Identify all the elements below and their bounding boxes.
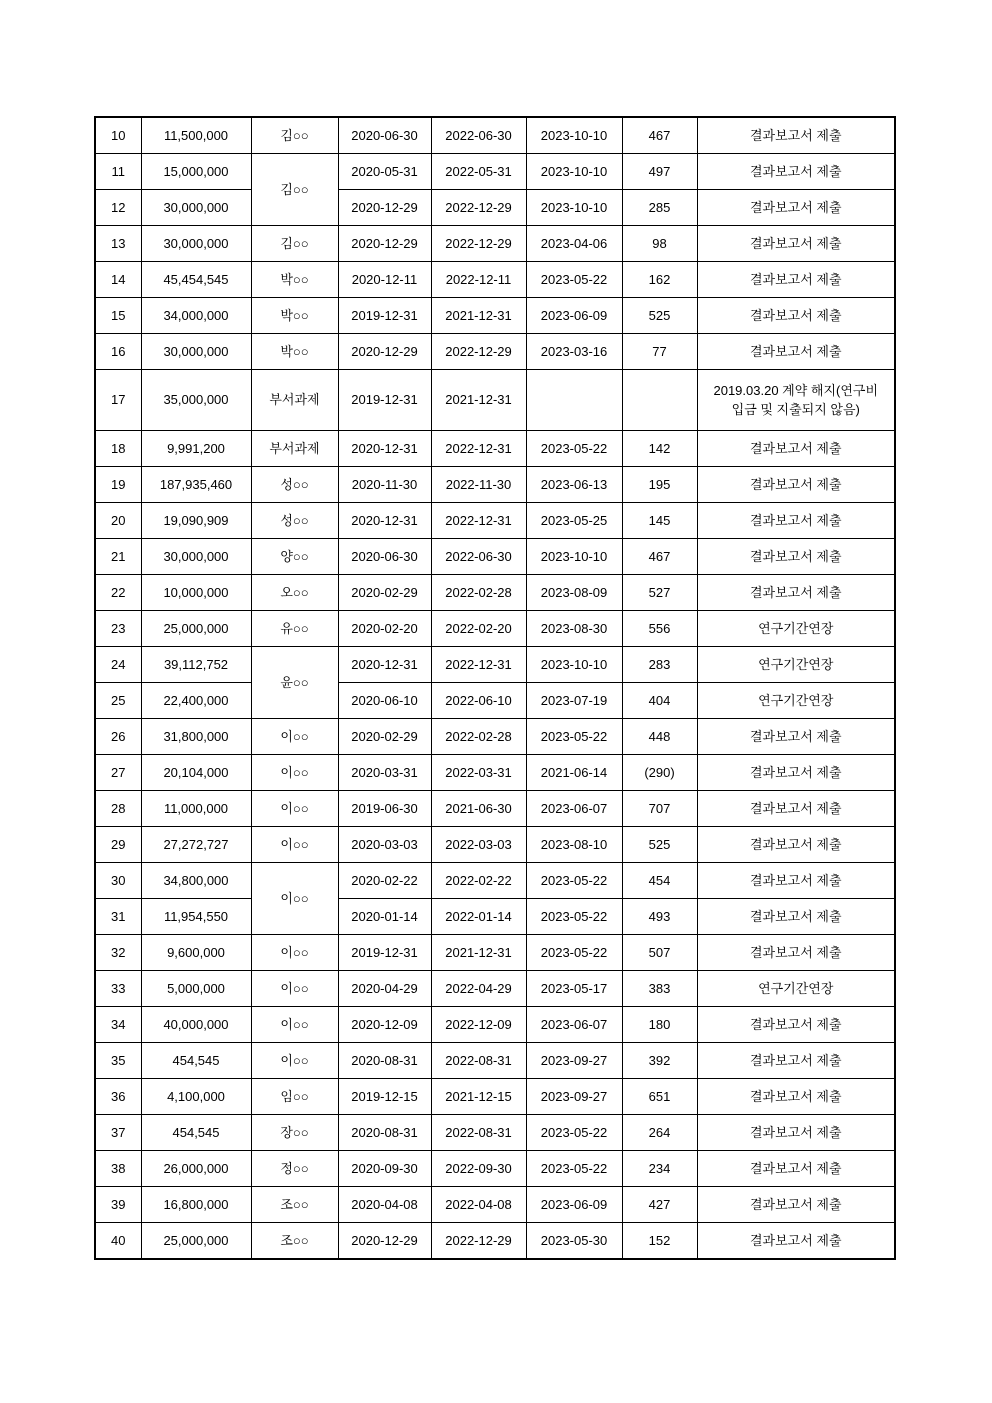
cell-name: 이○○: [251, 827, 338, 863]
table-row: [95, 431, 895, 467]
cell-amount: 30,000,000: [141, 190, 251, 226]
cell-submit-date: 2023-05-22: [526, 1115, 622, 1151]
cell-status: 결과보고서 제출: [697, 1007, 895, 1043]
cell-amount: 30,000,000: [141, 334, 251, 370]
cell-start-date: 2020-02-20: [338, 611, 431, 647]
cell-start-date: 2020-12-31: [338, 647, 431, 683]
cell-status: 결과보고서 제출: [697, 431, 895, 467]
cell-submit-date: 2023-08-09: [526, 575, 622, 611]
cell-name: 부서과제: [251, 431, 338, 467]
cell-status: 결과보고서 제출: [697, 1151, 895, 1187]
cell-status: 결과보고서 제출: [697, 539, 895, 575]
cell-no: 24: [95, 647, 141, 683]
cell-days: 234: [622, 1151, 697, 1187]
cell-submit-date: 2023-06-09: [526, 1187, 622, 1223]
cell-amount: 4,100,000: [141, 1079, 251, 1115]
cell-name: 김○○: [251, 226, 338, 262]
cell-amount: 11,954,550: [141, 899, 251, 935]
cell-end-date: 2022-11-30: [431, 467, 526, 503]
cell-no: 30: [95, 863, 141, 899]
cell-days: 497: [622, 154, 697, 190]
cell-end-date: 2022-12-29: [431, 334, 526, 370]
cell-days: 180: [622, 1007, 697, 1043]
cell-days: 556: [622, 611, 697, 647]
cell-days: 427: [622, 1187, 697, 1223]
cell-end-date: 2021-12-31: [431, 298, 526, 334]
cell-submit-date: 2023-10-10: [526, 154, 622, 190]
cell-start-date: 2020-11-30: [338, 467, 431, 503]
cell-submit-date: 2023-06-07: [526, 1007, 622, 1043]
cell-start-date: 2020-02-29: [338, 719, 431, 755]
cell-end-date: 2022-12-11: [431, 262, 526, 298]
cell-no: 16: [95, 334, 141, 370]
cell-status: 결과보고서 제출: [697, 1223, 895, 1260]
cell-end-date: 2022-03-03: [431, 827, 526, 863]
cell-submit-date: 2023-10-10: [526, 190, 622, 226]
cell-submit-date: 2021-06-14: [526, 755, 622, 791]
cell-amount: 40,000,000: [141, 1007, 251, 1043]
cell-days: 527: [622, 575, 697, 611]
cell-submit-date: 2023-05-22: [526, 262, 622, 298]
cell-no: 15: [95, 298, 141, 334]
cell-start-date: 2020-12-31: [338, 503, 431, 539]
cell-no: 37: [95, 1115, 141, 1151]
cell-name: 부서과제: [251, 370, 338, 431]
cell-status: 결과보고서 제출: [697, 1043, 895, 1079]
cell-start-date: 2020-03-03: [338, 827, 431, 863]
cell-days: 467: [622, 117, 697, 154]
cell-days: 448: [622, 719, 697, 755]
table-row: [95, 755, 895, 791]
cell-amount: 45,454,545: [141, 262, 251, 298]
cell-submit-date: 2023-05-22: [526, 719, 622, 755]
cell-amount: 11,000,000: [141, 791, 251, 827]
cell-status: 연구기간연장: [697, 971, 895, 1007]
cell-name: 성○○: [251, 467, 338, 503]
cell-amount: 27,272,727: [141, 827, 251, 863]
cell-start-date: 2020-01-14: [338, 899, 431, 935]
cell-end-date: 2022-06-10: [431, 683, 526, 719]
cell-status: 결과보고서 제출: [697, 719, 895, 755]
cell-end-date: 2022-09-30: [431, 1151, 526, 1187]
cell-status: 연구기간연장: [697, 647, 895, 683]
cell-submit-date: 2023-10-10: [526, 117, 622, 154]
cell-status: 결과보고서 제출: [697, 226, 895, 262]
cell-no: 36: [95, 1079, 141, 1115]
cell-amount: 10,000,000: [141, 575, 251, 611]
research-fund-report-table: [94, 116, 896, 1260]
cell-name: 이○○: [251, 1043, 338, 1079]
cell-days: 285: [622, 190, 697, 226]
cell-submit-date: 2023-05-22: [526, 863, 622, 899]
cell-start-date: 2020-12-29: [338, 334, 431, 370]
cell-submit-date: 2023-05-22: [526, 935, 622, 971]
cell-name: 이○○: [251, 719, 338, 755]
cell-status: 결과보고서 제출: [697, 575, 895, 611]
cell-submit-date: 2023-04-06: [526, 226, 622, 262]
cell-days: 98: [622, 226, 697, 262]
cell-no: 12: [95, 190, 141, 226]
cell-start-date: 2019-12-31: [338, 370, 431, 431]
cell-status: 결과보고서 제출: [697, 899, 895, 935]
cell-days: 404: [622, 683, 697, 719]
cell-name: 윤○○: [251, 647, 338, 719]
cell-status: 결과보고서 제출: [697, 791, 895, 827]
cell-amount: 5,000,000: [141, 971, 251, 1007]
cell-submit-date: 2023-03-16: [526, 334, 622, 370]
cell-no: 22: [95, 575, 141, 611]
cell-end-date: 2022-12-29: [431, 190, 526, 226]
cell-submit-date: 2023-08-10: [526, 827, 622, 863]
cell-name: 성○○: [251, 503, 338, 539]
cell-amount: 187,935,460: [141, 467, 251, 503]
cell-end-date: 2022-06-30: [431, 117, 526, 154]
cell-name: 장○○: [251, 1115, 338, 1151]
cell-no: 31: [95, 899, 141, 935]
cell-amount: 30,000,000: [141, 226, 251, 262]
cell-start-date: 2020-12-09: [338, 1007, 431, 1043]
cell-submit-date: 2023-05-22: [526, 431, 622, 467]
cell-submit-date: 2023-06-13: [526, 467, 622, 503]
cell-no: 17: [95, 370, 141, 431]
cell-amount: 25,000,000: [141, 1223, 251, 1260]
table-row: [95, 611, 895, 647]
cell-amount: 25,000,000: [141, 611, 251, 647]
cell-status: 결과보고서 제출: [697, 863, 895, 899]
cell-amount: 11,500,000: [141, 117, 251, 154]
cell-end-date: 2022-02-20: [431, 611, 526, 647]
table-row: [95, 791, 895, 827]
cell-name: 박○○: [251, 298, 338, 334]
cell-end-date: 2021-12-15: [431, 1079, 526, 1115]
cell-no: 20: [95, 503, 141, 539]
cell-submit-date: 2023-10-10: [526, 647, 622, 683]
cell-name: 이○○: [251, 1007, 338, 1043]
cell-amount: 9,991,200: [141, 431, 251, 467]
cell-days: 493: [622, 899, 697, 935]
cell-submit-date: 2023-06-07: [526, 791, 622, 827]
cell-name: 이○○: [251, 935, 338, 971]
table-row: [95, 575, 895, 611]
cell-amount: 34,800,000: [141, 863, 251, 899]
table-row: [95, 683, 895, 719]
cell-end-date: 2022-12-31: [431, 431, 526, 467]
table-row: [95, 1043, 895, 1079]
cell-end-date: 2022-12-29: [431, 1223, 526, 1260]
cell-name: 이○○: [251, 791, 338, 827]
table-row: [95, 117, 895, 154]
cell-amount: 39,112,752: [141, 647, 251, 683]
table-row: [95, 190, 895, 226]
cell-start-date: 2020-12-11: [338, 262, 431, 298]
cell-start-date: 2019-12-31: [338, 298, 431, 334]
cell-end-date: 2022-01-14: [431, 899, 526, 935]
cell-start-date: 2020-06-10: [338, 683, 431, 719]
cell-days: 162: [622, 262, 697, 298]
cell-days: 195: [622, 467, 697, 503]
cell-days: 145: [622, 503, 697, 539]
cell-status: 결과보고서 제출: [697, 503, 895, 539]
cell-start-date: 2020-02-29: [338, 575, 431, 611]
cell-name: 조○○: [251, 1223, 338, 1260]
cell-end-date: 2022-04-29: [431, 971, 526, 1007]
cell-start-date: 2020-06-30: [338, 539, 431, 575]
table-row: [95, 719, 895, 755]
table-row: [95, 154, 895, 190]
cell-start-date: 2020-12-29: [338, 226, 431, 262]
cell-name: 유○○: [251, 611, 338, 647]
cell-start-date: 2020-08-31: [338, 1043, 431, 1079]
cell-days: 525: [622, 827, 697, 863]
cell-status: 연구기간연장: [697, 611, 895, 647]
table-row: [95, 863, 895, 899]
cell-amount: 22,400,000: [141, 683, 251, 719]
cell-start-date: 2020-05-31: [338, 154, 431, 190]
cell-end-date: 2022-08-31: [431, 1115, 526, 1151]
cell-days: 264: [622, 1115, 697, 1151]
cell-end-date: 2022-12-31: [431, 647, 526, 683]
cell-amount: 30,000,000: [141, 539, 251, 575]
table-row: [95, 935, 895, 971]
cell-submit-date: 2023-05-30: [526, 1223, 622, 1260]
cell-days: [622, 370, 697, 431]
cell-submit-date: 2023-09-27: [526, 1079, 622, 1115]
table-row: [95, 503, 895, 539]
cell-end-date: 2022-12-09: [431, 1007, 526, 1043]
cell-submit-date: 2023-10-10: [526, 539, 622, 575]
cell-status: 결과보고서 제출: [697, 1079, 895, 1115]
cell-no: 39: [95, 1187, 141, 1223]
cell-amount: 35,000,000: [141, 370, 251, 431]
cell-status: 결과보고서 제출: [697, 755, 895, 791]
cell-submit-date: [526, 370, 622, 431]
cell-name: 조○○: [251, 1187, 338, 1223]
cell-days: 392: [622, 1043, 697, 1079]
cell-days: 383: [622, 971, 697, 1007]
cell-no: 40: [95, 1223, 141, 1260]
cell-start-date: 2019-12-31: [338, 935, 431, 971]
cell-days: 142: [622, 431, 697, 467]
table-row: [95, 1187, 895, 1223]
cell-amount: 26,000,000: [141, 1151, 251, 1187]
table-row: [95, 1223, 895, 1260]
cell-status: 2019.03.20 계약 해지(연구비 입금 및 지출되지 않음): [697, 370, 895, 431]
cell-days: 283: [622, 647, 697, 683]
cell-end-date: 2022-08-31: [431, 1043, 526, 1079]
table-row: [95, 370, 895, 431]
report-table-body: [95, 117, 895, 1259]
cell-amount: 34,000,000: [141, 298, 251, 334]
cell-submit-date: 2023-06-09: [526, 298, 622, 334]
cell-status: 결과보고서 제출: [697, 298, 895, 334]
cell-status: 결과보고서 제출: [697, 154, 895, 190]
cell-no: 27: [95, 755, 141, 791]
cell-amount: 16,800,000: [141, 1187, 251, 1223]
cell-no: 28: [95, 791, 141, 827]
cell-end-date: 2022-06-30: [431, 539, 526, 575]
cell-no: 38: [95, 1151, 141, 1187]
cell-amount: 454,545: [141, 1043, 251, 1079]
cell-start-date: 2020-09-30: [338, 1151, 431, 1187]
cell-status: 결과보고서 제출: [697, 1115, 895, 1151]
cell-start-date: 2020-04-29: [338, 971, 431, 1007]
cell-days: 454: [622, 863, 697, 899]
cell-submit-date: 2023-05-17: [526, 971, 622, 1007]
cell-end-date: 2021-06-30: [431, 791, 526, 827]
table-row: [95, 467, 895, 503]
cell-no: 14: [95, 262, 141, 298]
cell-submit-date: 2023-08-30: [526, 611, 622, 647]
cell-no: 23: [95, 611, 141, 647]
cell-name: 임○○: [251, 1079, 338, 1115]
cell-submit-date: 2023-05-22: [526, 1151, 622, 1187]
cell-start-date: 2020-12-29: [338, 1223, 431, 1260]
table-row: [95, 1115, 895, 1151]
cell-name: 이○○: [251, 971, 338, 1007]
cell-no: 18: [95, 431, 141, 467]
cell-start-date: 2019-12-15: [338, 1079, 431, 1115]
cell-status: 결과보고서 제출: [697, 117, 895, 154]
cell-start-date: 2020-08-31: [338, 1115, 431, 1151]
cell-days: 152: [622, 1223, 697, 1260]
cell-no: 11: [95, 154, 141, 190]
cell-status: 결과보고서 제출: [697, 262, 895, 298]
cell-status: 결과보고서 제출: [697, 935, 895, 971]
cell-days: 467: [622, 539, 697, 575]
table-row: [95, 539, 895, 575]
cell-name: 박○○: [251, 262, 338, 298]
cell-no: 32: [95, 935, 141, 971]
cell-submit-date: 2023-05-22: [526, 899, 622, 935]
cell-end-date: 2022-02-28: [431, 719, 526, 755]
table-row: [95, 298, 895, 334]
cell-days: 525: [622, 298, 697, 334]
cell-start-date: 2020-03-31: [338, 755, 431, 791]
cell-no: 29: [95, 827, 141, 863]
table-row: [95, 262, 895, 298]
cell-start-date: 2020-04-08: [338, 1187, 431, 1223]
table-row: [95, 899, 895, 935]
cell-days: 707: [622, 791, 697, 827]
cell-status: 결과보고서 제출: [697, 1187, 895, 1223]
cell-end-date: 2022-12-31: [431, 503, 526, 539]
cell-end-date: 2022-04-08: [431, 1187, 526, 1223]
cell-name: 이○○: [251, 755, 338, 791]
cell-status: 연구기간연장: [697, 683, 895, 719]
table-row: [95, 1007, 895, 1043]
table-row: [95, 971, 895, 1007]
cell-no: 19: [95, 467, 141, 503]
cell-amount: 454,545: [141, 1115, 251, 1151]
cell-amount: 31,800,000: [141, 719, 251, 755]
cell-name: 정○○: [251, 1151, 338, 1187]
cell-start-date: 2020-12-31: [338, 431, 431, 467]
cell-no: 10: [95, 117, 141, 154]
table-row: [95, 334, 895, 370]
cell-status: 결과보고서 제출: [697, 827, 895, 863]
cell-no: 34: [95, 1007, 141, 1043]
cell-name: 김○○: [251, 154, 338, 226]
cell-start-date: 2019-06-30: [338, 791, 431, 827]
table-row: [95, 1151, 895, 1187]
cell-name: 김○○: [251, 117, 338, 154]
cell-name: 이○○: [251, 863, 338, 935]
cell-end-date: 2022-03-31: [431, 755, 526, 791]
cell-amount: 9,600,000: [141, 935, 251, 971]
table-row: [95, 226, 895, 262]
cell-name: 오○○: [251, 575, 338, 611]
cell-no: 21: [95, 539, 141, 575]
cell-end-date: 2021-12-31: [431, 370, 526, 431]
cell-start-date: 2020-06-30: [338, 117, 431, 154]
cell-start-date: 2020-02-22: [338, 863, 431, 899]
cell-no: 33: [95, 971, 141, 1007]
cell-end-date: 2022-02-22: [431, 863, 526, 899]
cell-amount: 20,104,000: [141, 755, 251, 791]
table-row: [95, 827, 895, 863]
cell-submit-date: 2023-07-19: [526, 683, 622, 719]
cell-days: 77: [622, 334, 697, 370]
cell-end-date: 2021-12-31: [431, 935, 526, 971]
cell-start-date: 2020-12-29: [338, 190, 431, 226]
cell-submit-date: 2023-09-27: [526, 1043, 622, 1079]
cell-name: 양○○: [251, 539, 338, 575]
cell-amount: 19,090,909: [141, 503, 251, 539]
cell-days: (290): [622, 755, 697, 791]
cell-status: 결과보고서 제출: [697, 334, 895, 370]
cell-days: 507: [622, 935, 697, 971]
cell-days: 651: [622, 1079, 697, 1115]
cell-end-date: 2022-12-29: [431, 226, 526, 262]
cell-amount: 15,000,000: [141, 154, 251, 190]
cell-name: 박○○: [251, 334, 338, 370]
table-row: [95, 647, 895, 683]
cell-no: 13: [95, 226, 141, 262]
cell-no: 26: [95, 719, 141, 755]
cell-no: 35: [95, 1043, 141, 1079]
cell-submit-date: 2023-05-25: [526, 503, 622, 539]
cell-end-date: 2022-05-31: [431, 154, 526, 190]
cell-status: 결과보고서 제출: [697, 190, 895, 226]
cell-no: 25: [95, 683, 141, 719]
cell-end-date: 2022-02-28: [431, 575, 526, 611]
cell-status: 결과보고서 제출: [697, 467, 895, 503]
table-row: [95, 1079, 895, 1115]
